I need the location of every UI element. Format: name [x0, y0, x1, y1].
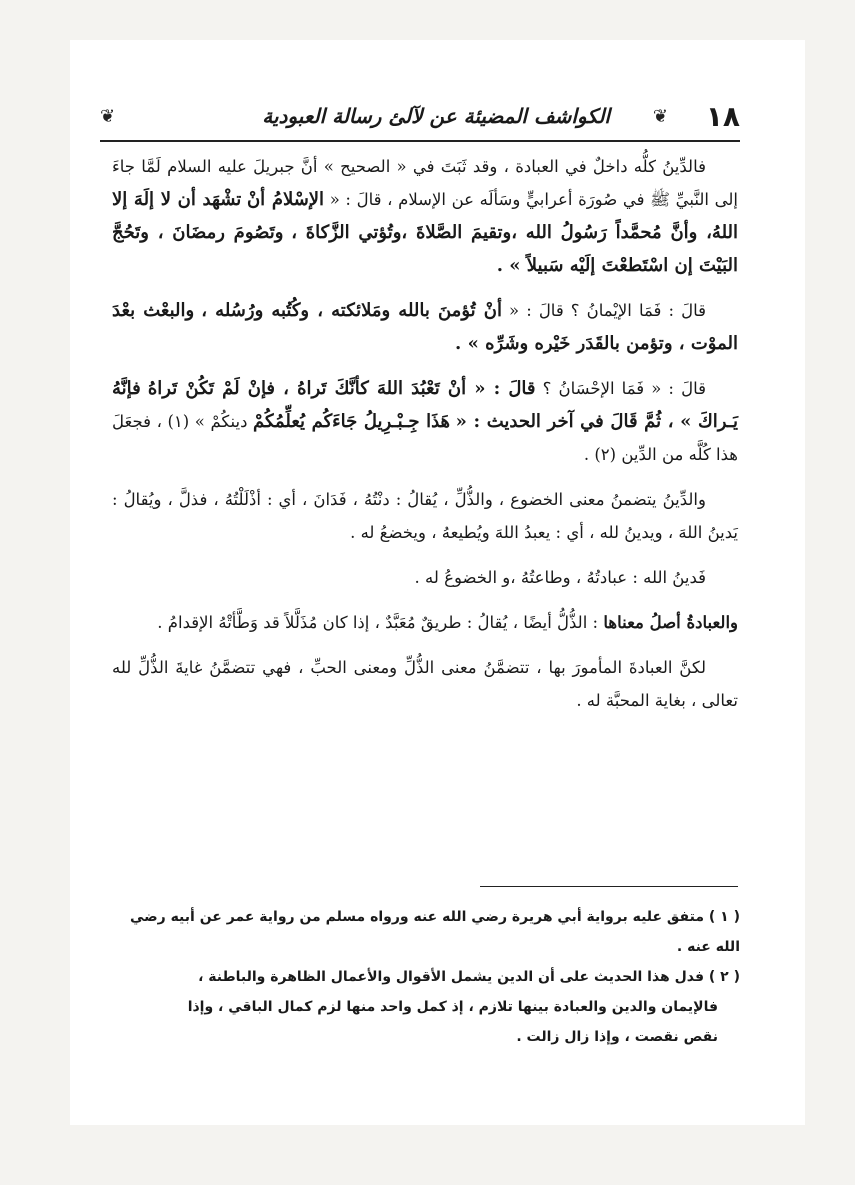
bold-lead: والعبادةُ أصلُ معناها — [603, 613, 738, 632]
running-title: الكواشف المضيئة عن لآلئ رسالة العبودية — [262, 104, 610, 128]
paragraph-2 — [112, 294, 738, 360]
text-line: فذلَّ ، ويُقالُ : يَدينُ اللهَ ، ويدينُ لله ، أي : يعبدُ اللهَ ويُطيعهُ ، ويخضعُ له . — [112, 490, 738, 542]
footnote-2: ( ٢ ) فدل هذا الحديث على أن الدين يشمل الأقوال والأعمال الظاهرة والباطنة ، — [198, 969, 740, 985]
text-line: وَطَّأتْهُ الإقدامُ . — [157, 613, 258, 632]
footnote-2-continued: نقص نقصت ، وإذا زال زالت . — [516, 1029, 718, 1045]
page-header — [100, 100, 740, 142]
paragraph-1 — [112, 150, 738, 282]
footnote-divider — [480, 886, 738, 887]
paragraph-7 — [112, 651, 738, 717]
hadith-quote: وتَصُومَ رمضَانَ ، وتَحُجَّ البَيْتَ إن اسْتَطعْتَ إلَيْه سَبيلاً » . — [112, 222, 738, 276]
text-line: دينكُمْ » (١) ، فجعَلَ هذا كُلَّه من الدِّين (٢) . — [112, 412, 738, 464]
hadith-quote: تشْهَد أن لا إلَهَ إلا اللهُ، وأنَّ مُحمَّداً رَسُولُ الله ،وتقيمَ الصَّلاةَ ،وتُؤتي الزَّكاةَ ، — [112, 189, 739, 243]
hadith-quote: أنْ تُؤمنَ بالله ومَلائكته ، وكُتُبه ورُسُله ، — [201, 300, 502, 321]
text-line: لكنَّ العبادةَ المأمورَ بها ، تتضمَّنُ معنى الذُّلِّ ومعنى الحبِّ ، فهي تتضمَّنُ — [209, 658, 706, 677]
hadith-quote: الإسْلامُ أنْ — [246, 189, 325, 210]
hadith-quote: هَذَا جِـبْـرِيلُ جَاءَكُم يُعلِّمُكُمْ — [253, 411, 451, 432]
paragraph-3 — [112, 372, 738, 471]
text-line: قالَ : « فَمَا الإحْسَانُ ؟ — [542, 379, 706, 398]
text-line: قالَ : فَمَا الإيْمانُ ؟ قالَ : « — [509, 301, 707, 320]
ornament-icon: ❦ — [100, 106, 116, 127]
footnotes — [118, 902, 740, 1052]
paragraph-5: فَدينُ الله : عبادتُهُ ، وطاعتُهُ ،و الخضوعُ له . — [414, 568, 706, 587]
paragraph-4 — [112, 483, 738, 549]
text-line: والدِّينُ يتضمنُ معنى الخضوع ، والذُّلِّ ، يُقالُ : دنْتُهُ ، فَدَانَ ، أي : أذْلَلْتُهُ ، — [213, 490, 706, 509]
hadith-quote: فإنَّهُ يَـراكَ » ، ثُمَّ قَالَ في آخر الحديث : « — [112, 378, 739, 432]
hadith-quote: قالَ : « أنْ تَعْبُدَ اللهَ كأنَّكَ تَراهُ ، فإنْ لَمْ تَكُنْ تَراهُ — [147, 378, 536, 399]
text-line: لَمَّا جاءَ إلى النَّبيِّ ﷺ في صُورَة أعرابيٍّ وسَألَه عن الإسلام ، قالَ : « — [112, 157, 738, 209]
main-text — [112, 150, 738, 729]
ornament-icon: ❦ — [652, 106, 668, 127]
text-line: : الذُّلُّ أيضًا ، يُقالُ : طريقٌ مُعَبَّدٌ ، إذا كان مُذَلَّلاً قد — [263, 613, 599, 632]
footnote-2-continued: فالإيمان والدين والعبادة بينها تلازم ، إذ كمل واحد منها لزم كمال الباقي ، وإذا — [187, 999, 718, 1015]
hadith-quote: والبعْث بعْدَ الموْت ، وتؤمن بالقَدَر خَيْره وشَرِّه » . — [112, 300, 738, 354]
paragraph-6 — [112, 606, 738, 639]
text-line: فالدِّينُ كلُّه داخلٌ في العبادة ، وقد ثَبَتَ في « الصحيح » أنَّ جبريلَ عليه السلام — [167, 157, 706, 176]
text-line: غايةَ الذُّلِّ لله تعالى ، بغاية المحبَّة له . — [112, 658, 738, 710]
page-number: ١٨ — [705, 100, 740, 133]
footnote-1: ( ١ ) متفق عليه برواية أبي هريرة رضي الله عنه ورواه مسلم من رواية عمر عن أبيه رضي الله عنه . — [129, 909, 740, 955]
